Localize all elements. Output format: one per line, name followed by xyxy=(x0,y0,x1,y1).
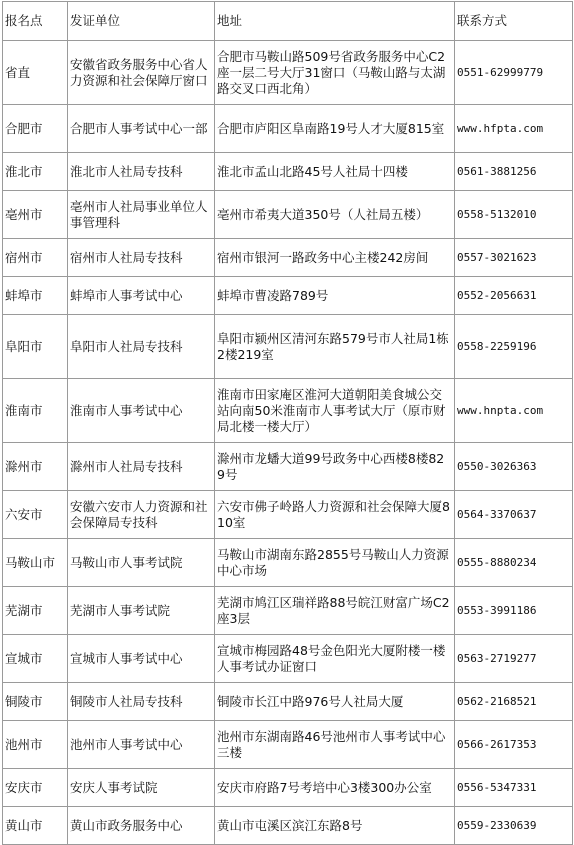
row-site: 阜阳市 xyxy=(3,315,68,379)
row-unit: 淮南市人事考试中心 xyxy=(68,379,215,443)
table-row xyxy=(3,683,573,721)
row-address: 六安市佛子岭路人力资源和社会保障大厦810室 xyxy=(215,491,455,539)
row-address: 宿州市银河一路政务中心主楼242房间 xyxy=(215,239,455,277)
row-unit: 安庆人事考试院 xyxy=(68,769,215,807)
row-contact: 0563-2719277 xyxy=(455,635,573,683)
row-contact: www.hnpta.com xyxy=(455,379,573,443)
row-unit: 马鞍山市人事考试院 xyxy=(68,539,215,587)
table-row xyxy=(3,41,573,105)
row-site: 马鞍山市 xyxy=(3,539,68,587)
table-row xyxy=(3,587,573,635)
row-address: 安庆市府路7号考培中心3楼300办公室 xyxy=(215,769,455,807)
row-address: 淮北市孟山北路45号人社局十四楼 xyxy=(215,153,455,191)
row-address: 池州市东湖南路46号池州市人事考试中心三楼 xyxy=(215,721,455,769)
row-unit: 黄山市政务服务中心 xyxy=(68,807,215,845)
row-unit: 芜湖市人事考试院 xyxy=(68,587,215,635)
row-address: 宣城市梅园路48号金色阳光大厦附楼一楼人事考试办证窗口 xyxy=(215,635,455,683)
row-unit: 蚌埠市人事考试中心 xyxy=(68,277,215,315)
table-header-row xyxy=(3,2,573,41)
row-unit: 宣城市人事考试中心 xyxy=(68,635,215,683)
row-unit: 淮北市人社局专技科 xyxy=(68,153,215,191)
header-address: 地址 xyxy=(215,2,455,41)
row-site: 六安市 xyxy=(3,491,68,539)
table-row xyxy=(3,239,573,277)
row-site: 淮南市 xyxy=(3,379,68,443)
row-address: 蚌埠市曹凌路789号 xyxy=(215,277,455,315)
row-contact: 0562-2168521 xyxy=(455,683,573,721)
row-site: 池州市 xyxy=(3,721,68,769)
row-contact: 0561-3881256 xyxy=(455,153,573,191)
row-unit: 安徽六安市人力资源和社会保障局专技科 xyxy=(68,491,215,539)
row-contact: 0556-5347331 xyxy=(455,769,573,807)
row-unit: 安徽省政务服务中心省人力资源和社会保障厅窗口 xyxy=(68,41,215,105)
table-row xyxy=(3,807,573,845)
row-address: 淮南市田家庵区淮河大道朝阳美食城公交站向南50米淮南市人事考试大厅（原市财局北楼一楼大厅） xyxy=(215,379,455,443)
row-unit: 合肥市人事考试中心一部 xyxy=(68,105,215,153)
table-row xyxy=(3,105,573,153)
row-contact: 0550-3026363 xyxy=(455,443,573,491)
row-site: 滁州市 xyxy=(3,443,68,491)
row-address: 合肥市马鞍山路509号省政务服务中心C2座一层二号大厅31窗口（马鞍山路与太湖路交叉口西北角） xyxy=(215,41,455,105)
row-site: 省直 xyxy=(3,41,68,105)
table-row xyxy=(3,443,573,491)
row-contact: www.hfpta.com xyxy=(455,105,573,153)
table-row xyxy=(3,721,573,769)
table-row xyxy=(3,191,573,239)
row-site: 芜湖市 xyxy=(3,587,68,635)
row-contact: 0558-2259196 xyxy=(455,315,573,379)
row-address: 马鞍山市湖南东路2855号马鞍山人力资源中心市场 xyxy=(215,539,455,587)
row-unit: 铜陵市人社局专技科 xyxy=(68,683,215,721)
row-site: 黄山市 xyxy=(3,807,68,845)
row-address: 黄山市屯溪区滨江东路8号 xyxy=(215,807,455,845)
row-address: 芜湖市鸠江区瑞祥路88号皖江财富广场C2座3层 xyxy=(215,587,455,635)
contact-table xyxy=(2,1,573,845)
row-unit: 阜阳市人社局专技科 xyxy=(68,315,215,379)
row-contact: 0555-8880234 xyxy=(455,539,573,587)
row-contact: 0564-3370637 xyxy=(455,491,573,539)
row-site: 铜陵市 xyxy=(3,683,68,721)
row-site: 淮北市 xyxy=(3,153,68,191)
row-site: 宣城市 xyxy=(3,635,68,683)
row-address: 合肥市庐阳区阜南路19号人才大厦815室 xyxy=(215,105,455,153)
table-row xyxy=(3,491,573,539)
table-row xyxy=(3,153,573,191)
row-unit: 宿州市人社局专技科 xyxy=(68,239,215,277)
table-row xyxy=(3,769,573,807)
row-site: 宿州市 xyxy=(3,239,68,277)
table-row xyxy=(3,315,573,379)
header-site: 报名点 xyxy=(3,2,68,41)
row-address: 阜阳市颍州区清河东路579号市人社局1栋2楼219室 xyxy=(215,315,455,379)
row-contact: 0557-3021623 xyxy=(455,239,573,277)
row-contact: 0566-2617353 xyxy=(455,721,573,769)
row-unit: 池州市人事考试中心 xyxy=(68,721,215,769)
row-contact: 0558-5132010 xyxy=(455,191,573,239)
table-row xyxy=(3,379,573,443)
row-contact: 0551-62999779 xyxy=(455,41,573,105)
row-address: 亳州市希夷大道350号（人社局五楼） xyxy=(215,191,455,239)
row-address: 滁州市龙蟠大道99号政务中心西楼8楼829号 xyxy=(215,443,455,491)
row-site: 亳州市 xyxy=(3,191,68,239)
table-body xyxy=(3,41,573,845)
row-site: 安庆市 xyxy=(3,769,68,807)
row-address: 铜陵市长江中路976号人社局大厦 xyxy=(215,683,455,721)
row-contact: 0559-2330639 xyxy=(455,807,573,845)
header-contact: 联系方式 xyxy=(455,2,573,41)
table-row xyxy=(3,635,573,683)
row-contact: 0553-3991186 xyxy=(455,587,573,635)
row-unit: 滁州市人社局专技科 xyxy=(68,443,215,491)
row-site: 蚌埠市 xyxy=(3,277,68,315)
row-contact: 0552-2056631 xyxy=(455,277,573,315)
table-row xyxy=(3,277,573,315)
table-row xyxy=(3,539,573,587)
header-unit: 发证单位 xyxy=(68,2,215,41)
row-unit: 亳州市人社局事业单位人事管理科 xyxy=(68,191,215,239)
row-site: 合肥市 xyxy=(3,105,68,153)
